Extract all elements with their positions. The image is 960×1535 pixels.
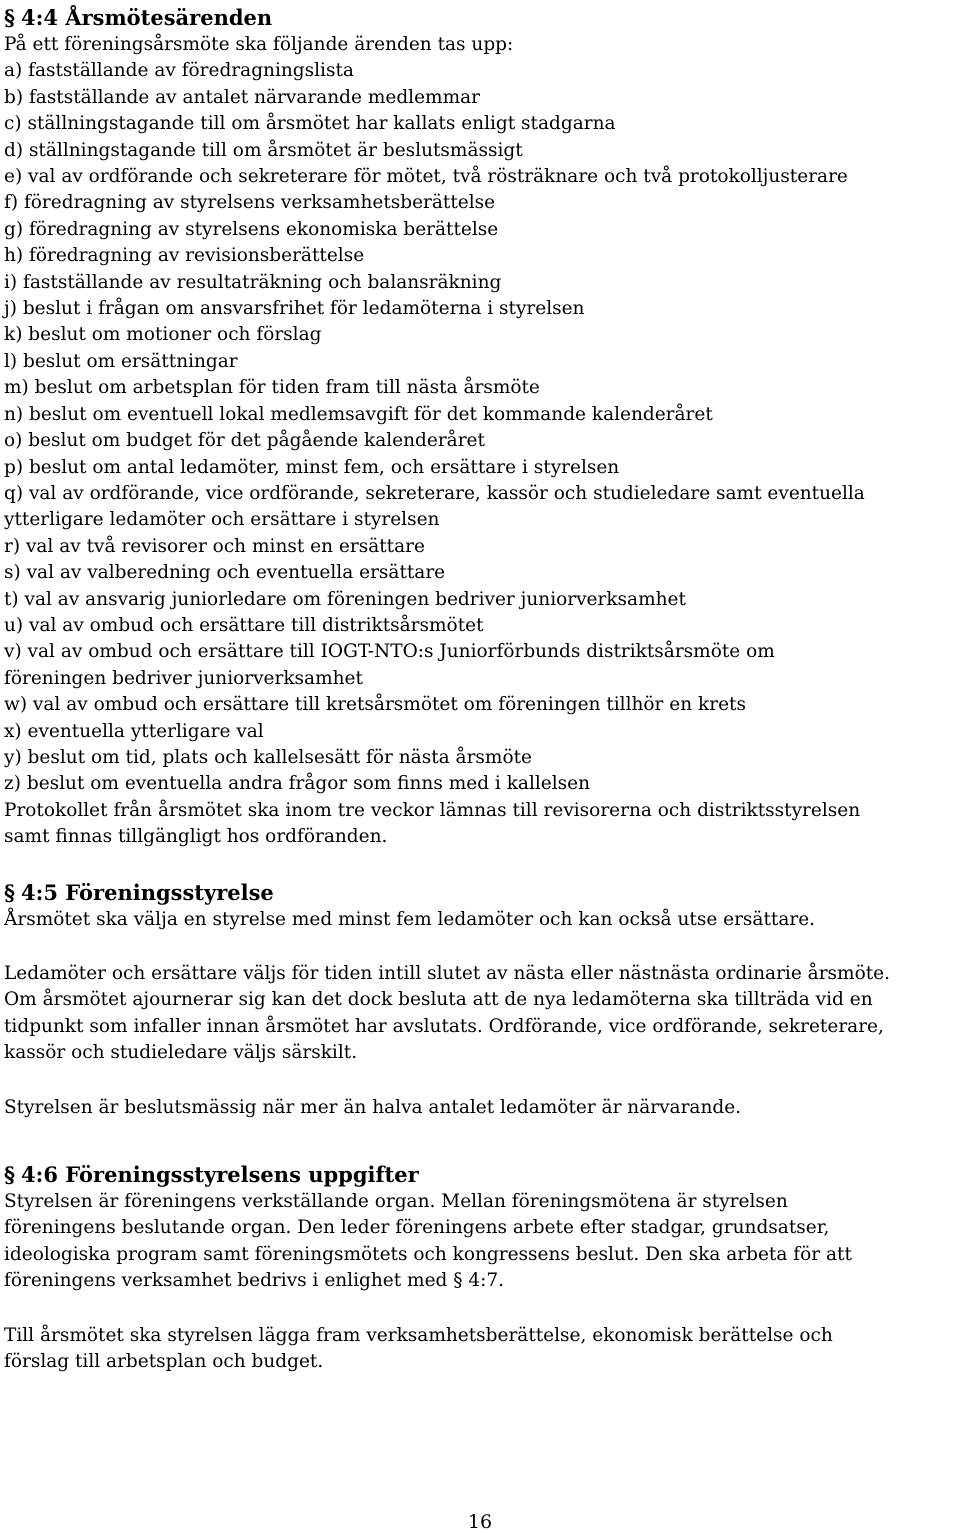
list-item: l) beslut om ersättningar <box>4 350 238 372</box>
list-item: a) fastställande av föredragningslista <box>4 60 354 82</box>
section-symbol: § <box>4 5 15 30</box>
closing-text-line: samt finnas tillgängligt hos ordföranden. <box>4 826 388 848</box>
list-item: m) beslut om arbetsplan för tiden fram till nästa årsmöte <box>4 377 540 399</box>
list-item: q) val av ordförande, vice ordförande, sekreterare, kassör och studieledare samt eventuella <box>4 482 865 504</box>
section-title: 4:4 Årsmötesärenden <box>20 5 273 30</box>
paragraph-line: Till årsmötet ska styrelsen lägga fram verksamhetsberättelse, ekonomisk berättelse och <box>4 1324 833 1346</box>
paragraph-line: föreningens beslutande organ. Den leder föreningens arbete efter stadgar, grundsatser, <box>4 1217 830 1239</box>
list-item: h) föredragning av revisionsberättelse <box>4 245 365 267</box>
section-symbol: § <box>4 1162 15 1188</box>
list-item: o) beslut om budget för det pågående kalenderåret <box>4 430 485 452</box>
section-heading-4-6 <box>4 1161 958 1189</box>
list-item: v) val av ombud och ersättare till IOGT-NTO:s Juniorförbunds distriktsårsmöte om <box>4 641 775 663</box>
list-item: ytterligare ledamöter och ersättare i styrelsen <box>4 509 440 531</box>
paragraph: Årsmötet ska välja en styrelse med minst fem ledamöter och kan också utse ersättare. <box>4 908 816 930</box>
paragraph-line: kassör och studieledare väljs särskilt. <box>4 1042 358 1064</box>
list-item: j) beslut i frågan om ansvarsfrihet för ledamöterna i styrelsen <box>4 298 585 320</box>
paragraph-line: förslag till arbetsplan och budget. <box>4 1351 324 1373</box>
list-item: b) fastställande av antalet närvarande medlemmar <box>4 86 480 108</box>
section-symbol: § <box>4 879 15 905</box>
paragraph-line: Styrelsen är föreningens verkställande organ. Mellan föreningsmötena är styrelsen <box>4 1191 788 1213</box>
paragraph-line: ideologiska program samt föreningsmötets och kongressens beslut. Den ska arbeta för att <box>4 1243 852 1265</box>
list-item: r) val av två revisorer och minst en ersättare <box>4 535 425 557</box>
list-item: g) föredragning av styrelsens ekonomiska berättelse <box>4 218 499 240</box>
list-item: i) fastställande av resultaträkning och balansräkning <box>4 271 502 293</box>
paragraph-line: föreningens verksamhet bedrivs i enlighet med § 4:7. <box>4 1270 505 1292</box>
paragraph-line: Om årsmötet ajournerar sig kan det dock besluta att de nya ledamöterna ska tillträda vid en <box>4 989 873 1011</box>
agenda-list <box>4 58 958 797</box>
page-number: 16 <box>467 1511 493 1533</box>
list-item: n) beslut om eventuell lokal medlemsavgift för det kommande kalenderåret <box>4 403 713 425</box>
list-item: x) eventuella ytterligare val <box>4 720 264 742</box>
list-item: u) val av ombud och ersättare till distriktsårsmötet <box>4 614 484 636</box>
list-item: y) beslut om tid, plats och kallelsesätt för nästa årsmöte <box>4 746 532 768</box>
section-title: 4:6 Föreningsstyrelsens uppgifter <box>20 1162 419 1188</box>
paragraph-line: Ledamöter och ersättare väljs för tiden intill slutet av nästa eller nästnästa ordinarie årsmöte. <box>4 963 890 984</box>
list-item: z) beslut om eventuella andra frågor som finns med i kallelsen <box>4 773 591 795</box>
list-item: f) föredragning av styrelsens verksamhetsberättelse <box>4 192 496 214</box>
list-item: e) val av ordförande och sekreterare för mötet, två rösträknare och två protokolljusterare <box>4 166 848 188</box>
list-item: s) val av valberedning och eventuella ersättare <box>4 562 446 584</box>
section-intro: På ett föreningsårsmöte ska följande ärenden tas upp: <box>4 34 514 55</box>
paragraph-line: tidpunkt som infaller innan årsmötet har avslutats. Ordförande, vice ordförande, sekreterare, <box>4 1015 884 1037</box>
document-page <box>4 4 958 1375</box>
list-item: k) beslut om motioner och förslag <box>4 324 322 346</box>
closing-text-line: Protokollet från årsmötet ska inom tre veckor lämnas till revisorerna och distriktsstyrelsen <box>4 799 861 821</box>
list-item: d) ställningstagande till om årsmötet är beslutsmässigt <box>4 139 523 161</box>
section-title: 4:5 Föreningsstyrelse <box>20 879 274 905</box>
list-item: t) val av ansvarig juniorledare om föreningen bedriver juniorverksamhet <box>4 588 686 610</box>
section-heading-4-5 <box>4 879 958 907</box>
section-heading-4-4 <box>4 4 958 32</box>
list-item: w) val av ombud och ersättare till kretsårsmötet om föreningen tillhör en krets <box>4 694 746 716</box>
list-item: p) beslut om antal ledamöter, minst fem, och ersättare i styrelsen <box>4 456 620 478</box>
list-item: c) ställningstagande till om årsmötet har kallats enligt stadgarna <box>4 113 616 135</box>
list-item: föreningen bedriver juniorverksamhet <box>4 667 363 689</box>
paragraph: Styrelsen är beslutsmässig när mer än halva antalet ledamöter är närvarande. <box>4 1096 742 1118</box>
